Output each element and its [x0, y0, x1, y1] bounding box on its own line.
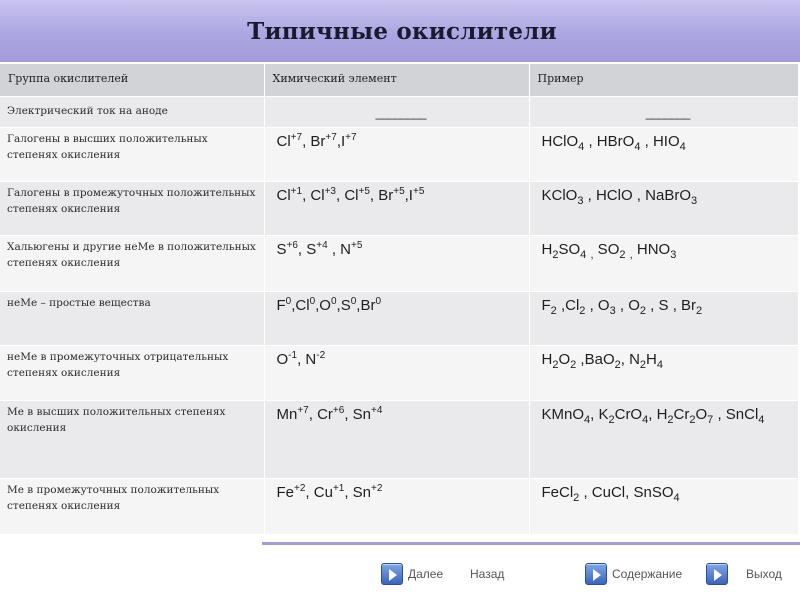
- cell-element: [264, 96, 529, 127]
- cell-element: $O^{-1}$, $N^{-2}$: [264, 345, 529, 400]
- bottom-divider: [262, 542, 800, 545]
- exit-button[interactable]: [706, 562, 782, 586]
- cell-group: Галогены в промежуточных положительных степенях окисления: [0, 181, 264, 235]
- table-row: [0, 291, 798, 345]
- exit-label: Выход: [746, 567, 782, 581]
- header-example: Пример: [529, 64, 798, 96]
- table-row: [0, 181, 798, 235]
- cell-element: $Fe^{+2}$, $Cu^{+1}$, $Sn^{+2}$: [264, 478, 529, 534]
- header-group: Группа окислителей: [0, 64, 264, 96]
- cell-group: Электрический ток на аноде: [0, 96, 264, 127]
- back-button[interactable]: [470, 562, 504, 586]
- cell-example: KMnO$_4$, $K_2CrO_4$, $H_2Cr_2O_7$ , SnCl$_4$: [529, 400, 798, 478]
- play-arrow-icon: [585, 563, 607, 585]
- cell-element: $F^0,Cl^0,O^0,S^0,Br^0$: [264, 291, 529, 345]
- cell-example: $F_2$ $,Cl_2$ , $O_3$ , $O_2$ , S , $Br_2$: [529, 291, 798, 345]
- table-row: [0, 345, 798, 400]
- table-header-row: [0, 64, 798, 96]
- next-label: Далее: [408, 567, 444, 581]
- cell-element: $Cl^{+1}$, $Cl^{+3}$, $Cl^{+5}$, $Br^{+5},I^{+5}$: [264, 181, 529, 235]
- table-row: [0, 235, 798, 291]
- cell-group: неМе в промежуточных отрицательных степенях окисления: [0, 345, 264, 400]
- cell-element: $S^{+6}$, $S^{+4}$ , $N^{+5}$: [264, 235, 529, 291]
- page-title: Типичные окислители: [247, 17, 557, 45]
- dash-placeholder: _______: [645, 104, 690, 120]
- cell-element: $Cl^{+7}$, $Br^{+7},I^{+7}$: [264, 127, 529, 181]
- contents-button[interactable]: [585, 562, 682, 586]
- cell-example: $H_2O_2$ ,BaO$_2$, $N_2H_4$: [529, 345, 798, 400]
- cell-group: Ме в высших положительных степенях окисления: [0, 400, 264, 478]
- table-row: [0, 127, 798, 181]
- table-row: [0, 478, 798, 534]
- play-arrow-icon: [381, 563, 403, 585]
- header-element: Химический элемент: [264, 64, 529, 96]
- cell-example: FeCl$_2$ , CuCl, SnSO$_4$: [529, 478, 798, 534]
- cell-group: Ме в промежуточных положительных степенях окисления: [0, 478, 264, 534]
- dash-placeholder: ________: [375, 104, 426, 120]
- title-banner: [0, 0, 800, 62]
- oxidizers-table-grid: [0, 64, 799, 535]
- back-label: Назад: [470, 567, 505, 581]
- play-arrow-icon: [706, 563, 728, 585]
- cell-example: $H_2SO_4$ $_,$ $SO_2$ $_,$ $HNO_3$: [529, 235, 798, 291]
- table-row: [0, 96, 798, 127]
- cell-group: Хальюгены и другие неМе в положительных степенях окисления: [0, 235, 264, 291]
- cell-example: HClO$_4$ , HBrO$_4$ , $HIO_4$: [529, 127, 798, 181]
- cell-element: $Mn^{+7}$, $Cr^{+6}$, $Sn^{+4}$: [264, 400, 529, 478]
- table-row: [0, 400, 798, 478]
- oxidizers-table: [0, 64, 800, 540]
- next-button[interactable]: [381, 562, 443, 586]
- contents-label: Содержание: [612, 567, 683, 581]
- cell-example: [529, 96, 798, 127]
- cell-group: Галогены в высших положительных степенях окисления: [0, 127, 264, 181]
- cell-example: KClO$_3$ , HClO , NaBrO$_3$: [529, 181, 798, 235]
- cell-group: неМе – простые вещества: [0, 291, 264, 345]
